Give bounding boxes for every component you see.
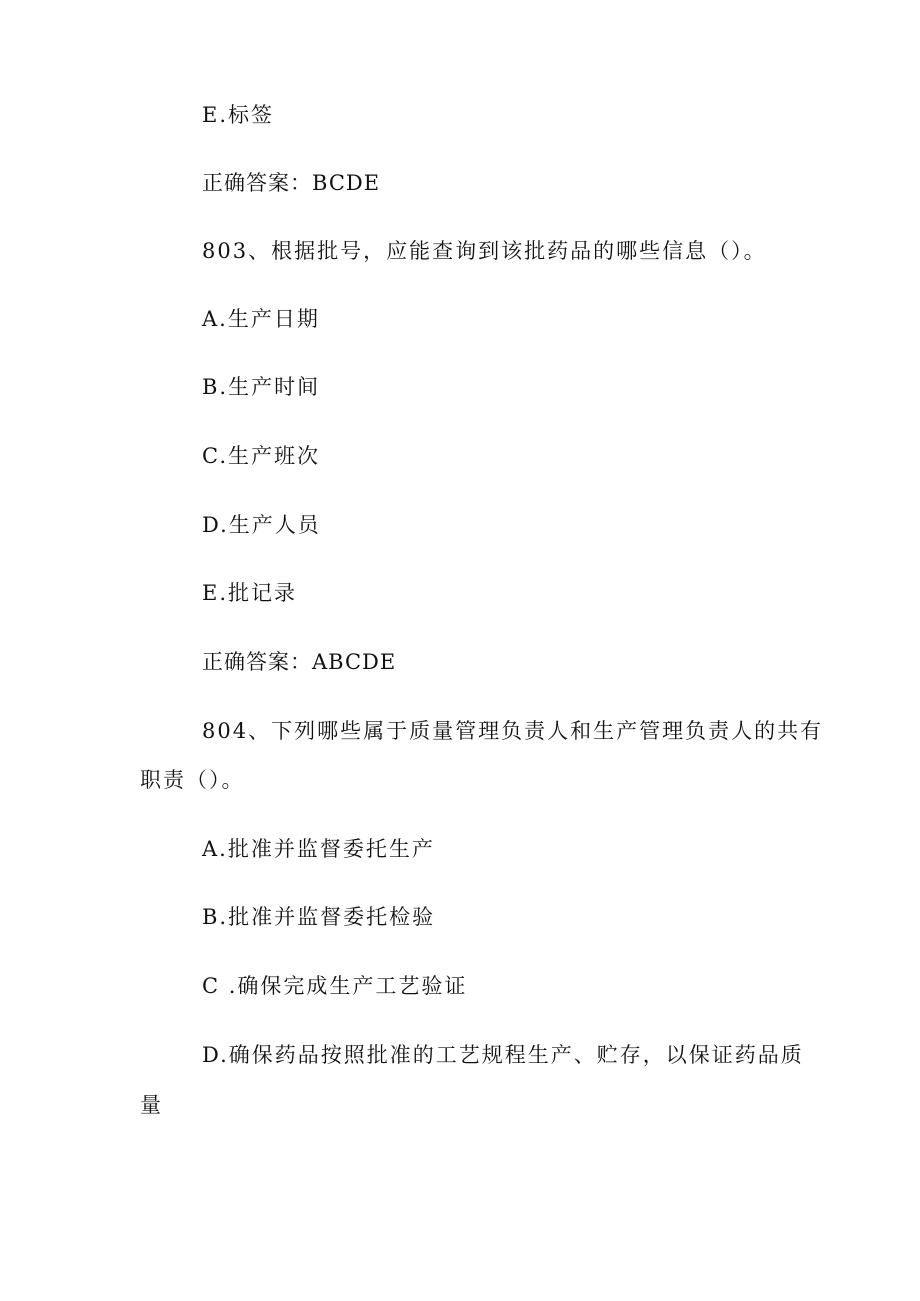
- q804-option-b: B.批准并监督委托检验: [202, 905, 436, 929]
- q803-option-d: D.生产人员: [202, 513, 321, 537]
- q804-option-a: A.批准并监督委托生产: [202, 837, 435, 861]
- q804-option-d-line1: D.确保药品按照批准的工艺规程生产、贮存，以保证药品质: [202, 1043, 804, 1067]
- q804-question-line2: 职责（）。: [140, 768, 245, 792]
- q802-answer: 正确答案：BCDE: [202, 171, 381, 195]
- q803-question: 803、根据批号，应能查询到该批药品的哪些信息（）。: [202, 239, 767, 263]
- q804-option-d-line2: 量: [140, 1093, 163, 1117]
- q803-option-e: E.批记录: [202, 581, 298, 605]
- q804-option-c: C .确保完成生产工艺验证: [202, 974, 468, 998]
- q803-option-a: A.生产日期: [202, 307, 320, 331]
- q804-question-line1: 804、下列哪些属于质量管理负责人和生产管理负责人的共有: [202, 719, 824, 743]
- q803-option-c: C.生产班次: [202, 444, 320, 468]
- q803-option-b: B.生产时间: [202, 375, 321, 399]
- q802-option-e: E.标签: [202, 103, 275, 127]
- q803-answer: 正确答案：ABCDE: [202, 650, 397, 674]
